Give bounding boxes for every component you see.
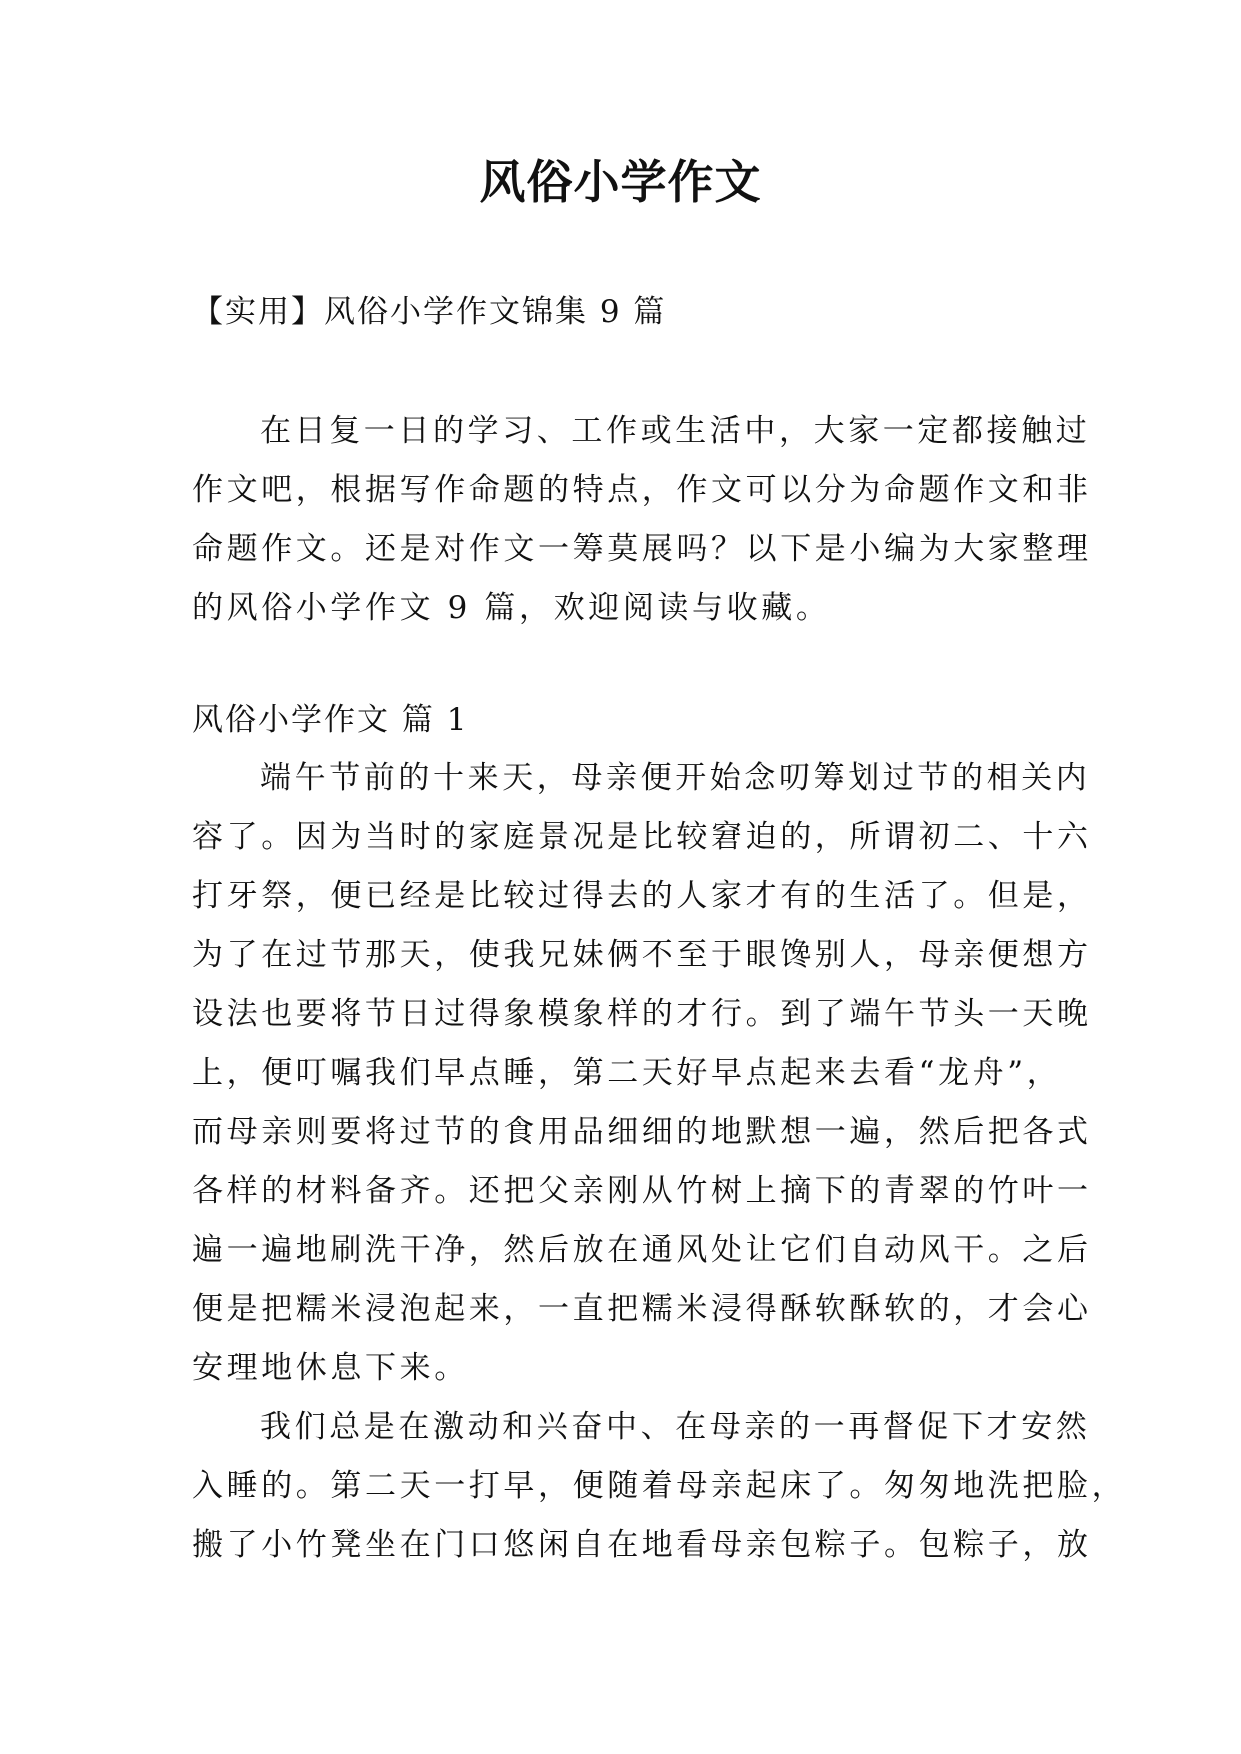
essay-line: 打牙祭，便已经是比较过得去的人家才有的生活了。但是， [192,878,1092,914]
intro-line: 的风俗小学作文 9 篇，欢迎阅读与收藏。 [192,590,831,626]
intro-line: 作文吧，根据写作命题的特点，作文可以分为命题作文和非 [192,472,1092,508]
essay-line: 而母亲则要将过节的食用品细细的地默想一遍，然后把各式 [192,1114,1092,1150]
essay-line: 安理地休息下来。 [192,1350,469,1386]
document-title: 风俗小学作文 [479,155,762,209]
section-heading: 风俗小学作文 篇 1 [192,702,469,738]
essay-line: 设法也要将节日过得象模象样的才行。到了端午节头一天晚 [192,996,1092,1032]
essay-line: 上，便叮嘱我们早点睡，第二天好早点起来去看“龙舟”， [192,1055,1062,1091]
intro-line: 命题作文。还是对作文一筹莫展吗？以下是小编为大家整理 [192,531,1092,567]
document-subtitle: 【实用】风俗小学作文锦集 9 篇 [192,294,667,330]
essay-line: 遍一遍地刷洗干净，然后放在通风处让它们自动风干。之后 [192,1232,1092,1268]
essay-line: 我们总是在激动和兴奋中、在母亲的一再督促下才安然 [260,1409,1091,1445]
essay-line: 容了。因为当时的家庭景况是比较窘迫的，所谓初二、十六 [192,819,1092,855]
essay-body [192,749,1127,1575]
essay-line: 入睡的。第二天一打早，便随着母亲起床了。匆匆地洗把脸， [192,1468,1127,1504]
essay-line: 搬了小竹凳坐在门口悠闲自在地看母亲包粽子。包粽子，放 [192,1527,1092,1563]
intro-line: 在日复一日的学习、工作或生活中，大家一定都接触过 [260,413,1091,449]
essay-line: 各样的材料备齐。还把父亲刚从竹树上摘下的青翠的竹叶一 [192,1173,1092,1209]
essay-line: 为了在过节那天，使我兄妹俩不至于眼馋别人，母亲便想方 [192,937,1092,973]
essay-line: 端午节前的十来天，母亲便开始念叨筹划过节的相关内 [260,760,1091,796]
essay-line: 便是把糯米浸泡起来，一直把糯米浸得酥软酥软的，才会心 [192,1291,1092,1327]
intro-paragraph [192,402,1092,638]
